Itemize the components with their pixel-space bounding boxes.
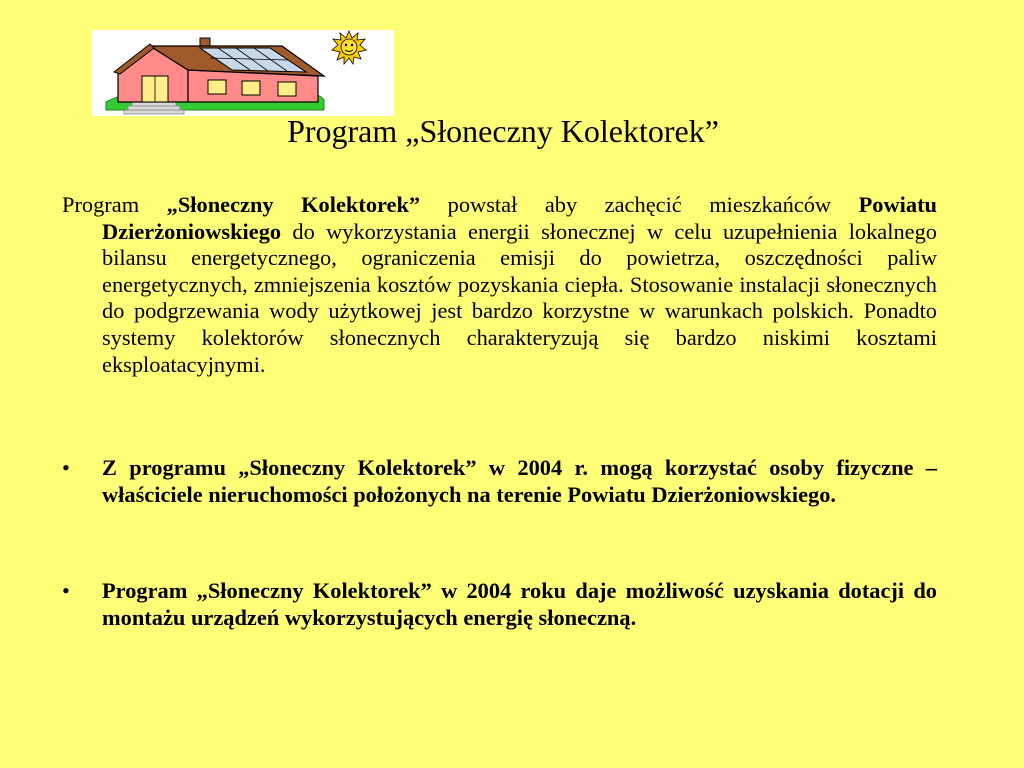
intro-text-2: powstał aby zachęcić mieszkańców xyxy=(420,192,859,217)
house-sun-logo xyxy=(92,30,394,116)
house-icon xyxy=(92,30,394,116)
intro-text-1: Program xyxy=(62,192,167,217)
sun-icon xyxy=(332,31,366,64)
bullet-text: Z programu „Słoneczny Kolektorek” w 2004 r. mogą korzystać osoby fizyczne – właściciele nieruchomości położonych na terenie Powiatu Dzierżoniowskiego. xyxy=(102,455,937,507)
intro-text-3: do wykorzystania energii słonecznej w celu uzupełnienia lokalnego bilansu energetycznego, ograniczenia emisji do powietrza, oszczędności paliw energetycznych, zmniejszenia kosztów pozyskania ciepła. Stosowanie instalacji słonecznych do podgrzewania wody użytkowej jest bardzo korzystne w warunkach polskich. Ponadto systemy kolektorów słonecznych charakteryzują się bardzo niskimi kosztami eksploatacyjnymi. xyxy=(102,218,937,377)
bullet-marker: • xyxy=(62,455,70,480)
intro-paragraph xyxy=(62,192,937,378)
bullet-item-subsidy xyxy=(62,578,937,631)
bullet-marker: • xyxy=(62,578,70,603)
county-name: Powiatu Dzierżoniowskiego xyxy=(102,192,937,244)
program-name: „Słoneczny Kolektorek” xyxy=(166,192,421,217)
bullet-text: Program „Słoneczny Kolektorek” w 2004 roku daje możliwość uzyskania dotacji do montażu urządzeń wykorzystujących energię słoneczną. xyxy=(102,578,937,630)
slide-title: Program „Słoneczny Kolektorek” xyxy=(287,113,719,149)
bullet-item-eligibility xyxy=(62,455,937,508)
